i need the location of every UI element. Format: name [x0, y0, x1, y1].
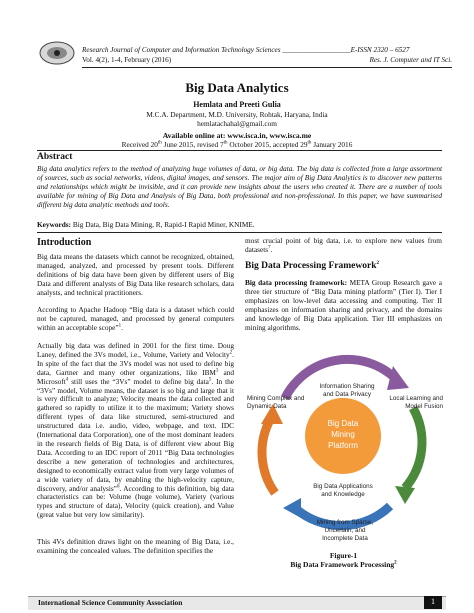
header-rule [82, 67, 452, 68]
center-label-1: Big Data [327, 419, 359, 428]
footer-text: International Science Community Association [38, 598, 183, 607]
received-dates: Received 20th June 2015, revised 7th October 2015, accepted 29th January 2016 [121, 140, 353, 149]
center-label-2: Mining [331, 430, 355, 439]
right-label-1: Local Learning and [389, 395, 443, 402]
abstract-text: Big data analytics refers to the method of analyzing huge volumes of data, or big data. The big data is collected from a large assortment of sources, such as social networks, videos, digital images, and sensors. The major aim of Big Data Analytics is to discover new patterns and relationships which might be invisible, and it can provide new insights about the users who created it. There are a number of tools available for mining of Big Data and Analysis of Big Data, both professional and non-professional. In this paper, we have summarised different big data analytic methods and tools. [37, 164, 442, 209]
keywords-label: Keywords: [37, 220, 72, 229]
intro-paragraph-3: Actually big data was defined in 2001 for the first time. Doug Laney, defined the 3Vs model, i.e., Volume, Variety and Velocity$^2$. In spite of the fact that the 3Vs model was not used to define big data, Gartner and many other organizations, like IBM$^3$ and Microsoft$^4$ still uses the “3Vs” model to define big data$^5$. In the “3Vs” model, Volume means, the dataset is so big and large that it is very difficult to analyze; Velocity means the data collected and gathered so rapidly to utilize it to the maximum; Variety shows different types of data like structured, semi-structured and unstructured data i.e. audio, video, webpage, and text. IDC (International data Corporation), one of the most dominant leaders in the research fields of Big Data, is of different view about Big Data. According to an IDC report of 2011 “Big Data technologies describe a new generation of technologies and architectures, designed to economically extract value from very large volumes of a wide variety of data, by enabling the high-velocity capture, discovery, and/or analysis”$^6$. According to this definition, big data characteristics can be: Volume (huge volume), Variety (various types and structure of data), Velocity (quick creation), and Value (great value but very low similarity). [37, 341, 234, 520]
framework-text: META Group Research gave a three tier structure of “Big Data mining platform” (Tier I). Tier I emphasizes on low-level data accessing and computing. Tier II emphasizes on information sharing and privacy, and the domains and knowledge of Big Data application. Tier III emphasizes on mining algorithms. [245, 278, 442, 332]
arrow-right-head [395, 486, 415, 504]
right-label-2: Model Fusion [405, 403, 443, 410]
framework-heading: Big Data Processing Framework$^2$ [245, 260, 379, 271]
arrow-bottom-head [283, 498, 301, 518]
figure-number: Figure-1 [329, 551, 358, 560]
top-label-2: and Data Privacy [323, 391, 371, 398]
availability: Available online at: www.isca.in, www.isca.me [162, 131, 312, 140]
volume-info: Vol. 4(2), 1-4, February (2016) [82, 56, 172, 64]
paper-title: Big Data Analytics [185, 80, 289, 95]
keywords-rule [37, 232, 442, 233]
affiliation: M.C.A. Department, M.D. University, Rohtak, Haryana, India [146, 110, 328, 119]
intro-heading: Introduction [37, 237, 92, 248]
arrow-left [262, 418, 275, 493]
left-label-1: Mining Complex and [247, 395, 305, 402]
email[interactable]: hemlatachahal@gmail.com [197, 119, 277, 128]
framework-label: Big data processing framework: [245, 278, 348, 287]
bottom-label-1: Mining from Sparse, [316, 519, 374, 526]
journal-line: Research Journal of Computer and Information Technology Sciences ___________________E-ISSN 2320 – 6527 [82, 46, 410, 54]
authors: Hemlata and Preeti Gulia [193, 100, 281, 109]
abstract-heading: Abstract [37, 152, 73, 162]
right-paragraph-0: most crucial point of big data, i.e. to explore new values from datasets$^7$. [245, 236, 442, 254]
bottom-label-2: Uncertain, and [324, 527, 366, 534]
mid-label-1: Big Data Applications [313, 483, 373, 490]
journal-logo [37, 40, 77, 66]
intro-paragraph-1: Big data means the datasets which cannot be recognized, obtained, managed, analyzed, and processed by present tools. Different definitions of big data have been given by different users of Big Data and different analysts of Big Data like research scholars, data analysts, and technical practitioners. [37, 252, 234, 297]
figure-caption: Big Data Framework Processing$^2$ [290, 560, 397, 569]
top-label-1: Information Sharing [319, 383, 375, 390]
arrow-right [405, 408, 422, 488]
volume-line [82, 56, 452, 65]
framework-figure [245, 338, 445, 550]
left-label-2: Dynamic Data [247, 403, 287, 410]
framework-paragraph [245, 279, 442, 332]
journal-abbrev: Res. J. Computer and IT Sci. [369, 56, 452, 64]
bottom-label-3: Incomplete Data [322, 535, 368, 542]
page-number: 1 [431, 597, 435, 606]
center-label-3: Platform [328, 441, 358, 450]
mid-label-2: and Knowledge [321, 491, 365, 498]
intro-paragraph-4: This 4Vs definition draws light on the meaning of Big Data, i.e., examining the concealed values. The definition specifies the [37, 537, 234, 555]
abstract-top-rule [37, 150, 442, 151]
intro-paragraph-2: According to Apache Hadoop “Big data is a dataset which could not be captured, managed, and processed by general computers within an acceptable scope”$^1$. [37, 305, 234, 332]
keywords [37, 221, 442, 230]
keywords-text: Big Data, Big Data Mining, R, Rapid-I Rapid Miner, KNIME. [72, 220, 255, 229]
